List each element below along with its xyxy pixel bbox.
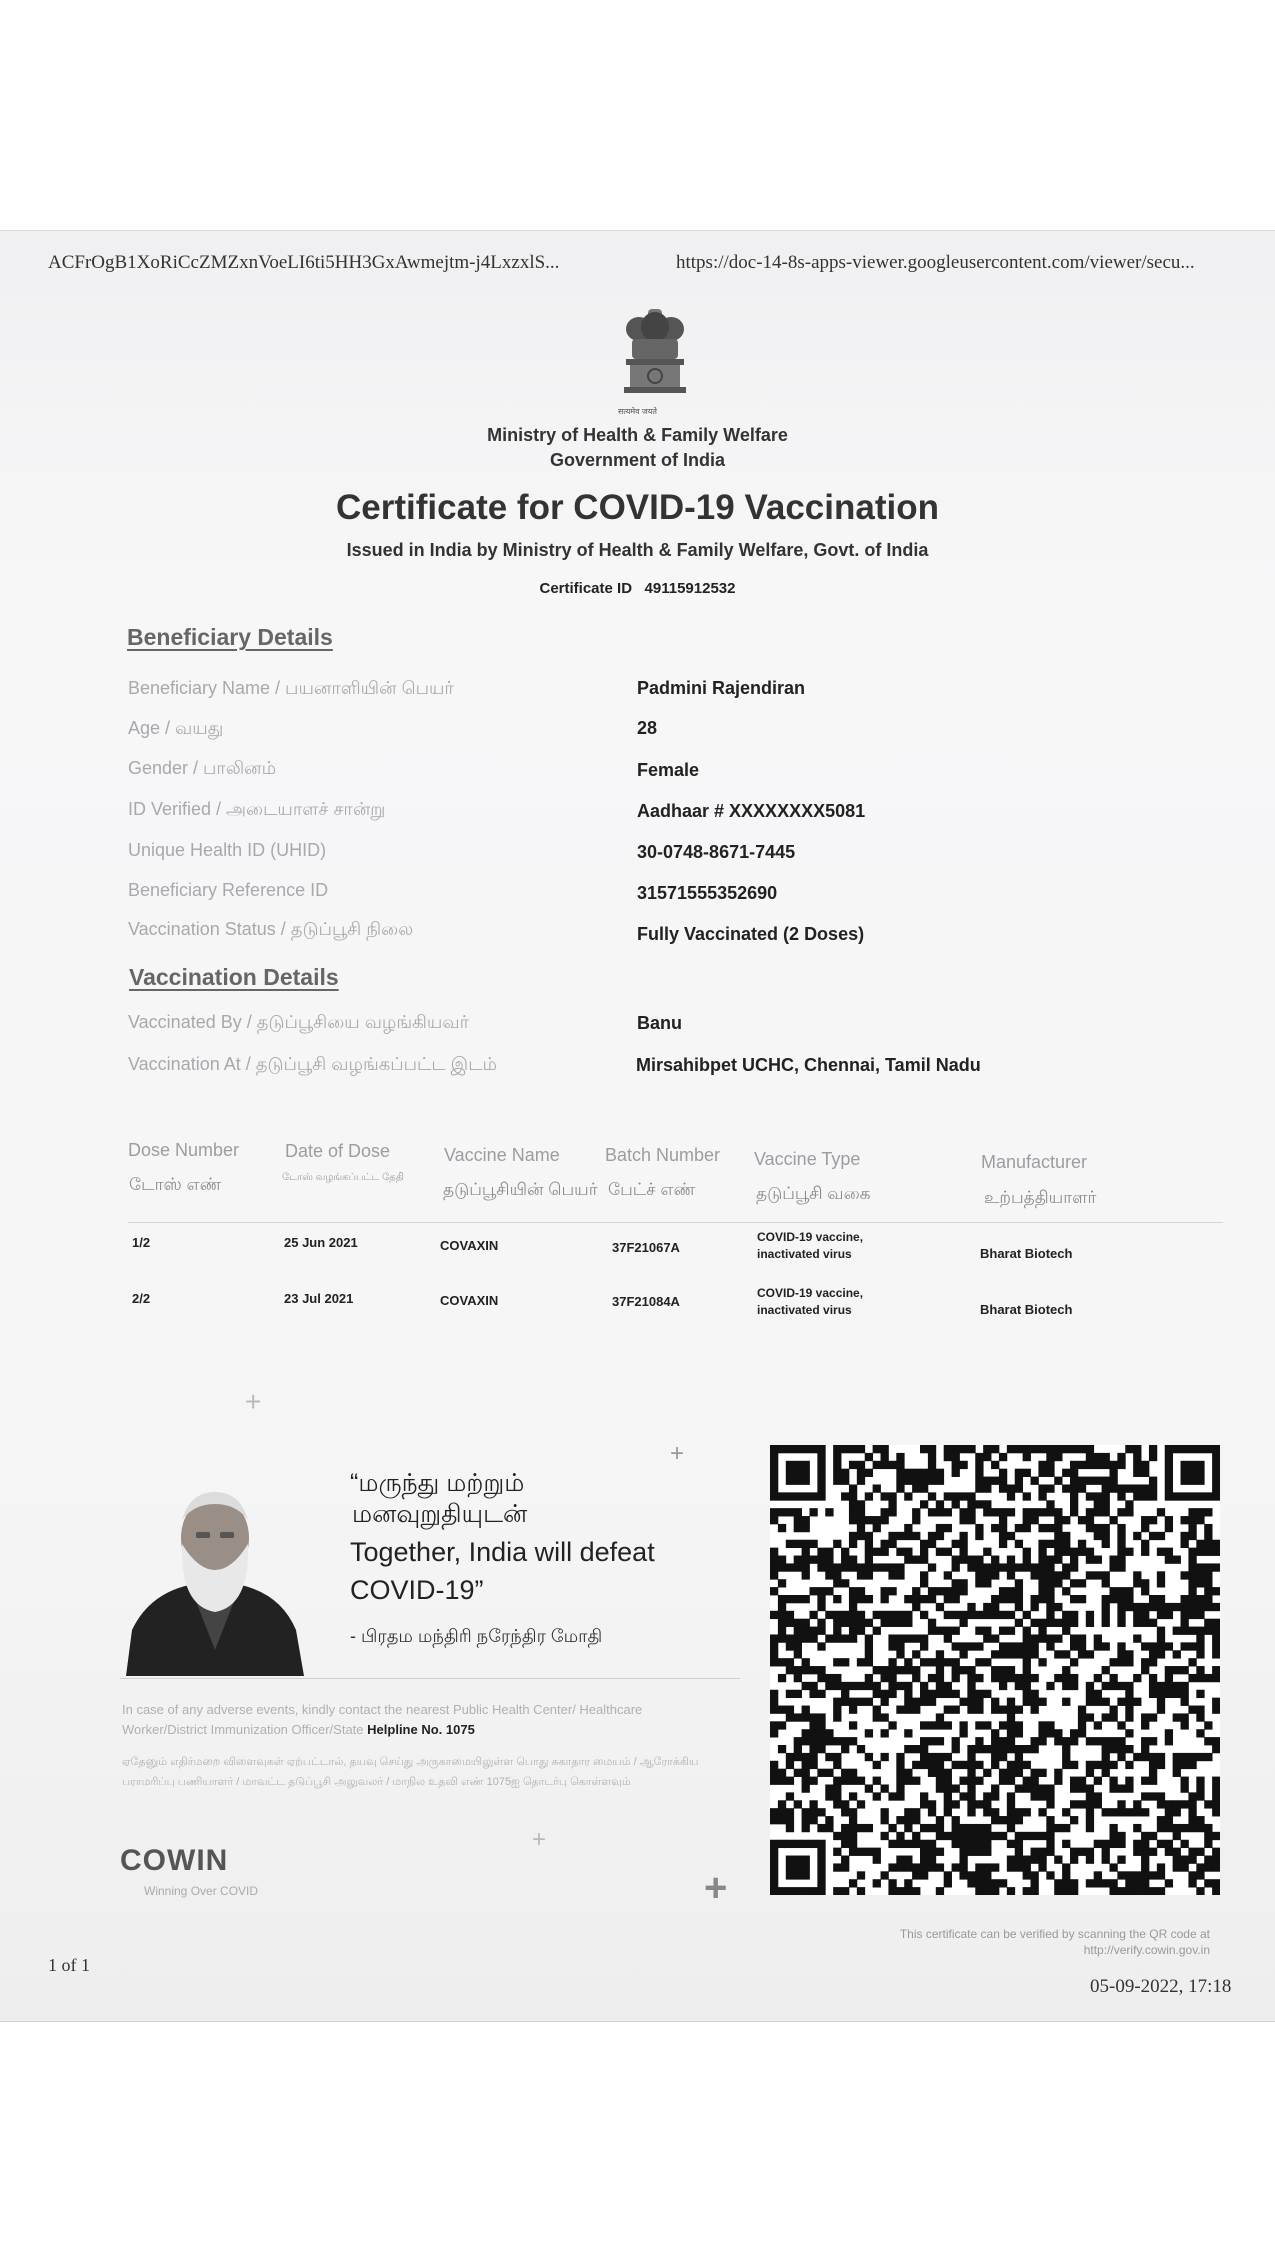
plus-decoration-icon: +: [704, 1866, 728, 1910]
plus-decoration-icon: +: [245, 1386, 262, 1417]
qr-verify-note: [700, 1926, 1210, 1958]
th-vaccine-name-tamil: தடுப்பூசியின் பெயர்: [443, 1180, 598, 1199]
verification-qr-code: [770, 1445, 1220, 1895]
beneficiary-heading: Beneficiary Details: [127, 624, 333, 650]
th-dose-number-tamil: டோஸ் எண்: [129, 1175, 222, 1194]
gender-label: Gender / பாலினம்: [128, 758, 277, 778]
id-verified-label: ID Verified / அடையாளச் சான்று: [128, 799, 386, 819]
ministry-name: Ministry of Health & Family Welfare: [487, 425, 788, 445]
th-vaccine-type: Vaccine Type: [754, 1149, 861, 1169]
cell-manufacturer: Bharat Biotech: [980, 1246, 1073, 1261]
cowin-logo: COWIN: [120, 1844, 229, 1877]
print-header-url: https://doc-14-8s-apps-viewer.googleusercontent.com/viewer/secu...: [676, 252, 1195, 273]
government-name: Government of India: [549, 450, 726, 470]
cell-date: 23 Jul 2021: [284, 1291, 354, 1306]
certificate-id-label: Certificate ID: [539, 580, 633, 597]
plus-decoration-icon: +: [532, 1826, 547, 1853]
reference-id-value: 31571555352690: [637, 883, 778, 903]
cell-vaccine-type: COVID-19 vaccine, inactivated virus: [757, 1230, 864, 1261]
vaccination-status-value: Fully Vaccinated (2 Doses): [637, 924, 865, 944]
cell-vaccine-name: COVAXIN: [440, 1293, 499, 1308]
th-vaccine-type-tamil: தடுப்பூசி வகை: [756, 1184, 871, 1203]
beneficiary-name-value: Padmini Rajendiran: [637, 678, 806, 698]
th-date-of-dose-tamil: டோஸ் வழங்கப்பட்ட தேதி: [282, 1172, 404, 1183]
national-emblem-icon: [612, 305, 698, 415]
prime-minister-portrait: [120, 1480, 310, 1676]
th-manufacturer: Manufacturer: [981, 1152, 1088, 1172]
helpline-number: Helpline No. 1075: [367, 1722, 475, 1737]
certificate-id-value: 49115912532: [644, 580, 736, 597]
vaccination-at-value: Mirsahibpet UCHC, Chennai, Tamil Nadu: [636, 1055, 981, 1075]
th-batch-number-tamil: பேட்ச் எண்: [608, 1180, 696, 1199]
cell-vaccine-name: COVAXIN: [440, 1238, 499, 1253]
cell-date: 25 Jun 2021: [284, 1235, 358, 1250]
quote-tamil-line2: மனவுறுதியுடன்: [352, 1500, 528, 1528]
qr-verify-line1: This certificate can be verified by scanning the QR code at: [899, 1927, 1210, 1941]
cell-vaccine-type: COVID-19 vaccine, inactivated virus: [757, 1286, 864, 1317]
vaccinated-by-value: Banu: [637, 1013, 682, 1033]
cell-dose-number: 2/2: [132, 1291, 151, 1306]
helpline-tamil: ஏதேனும் எதிர்மறை விளைவுகள் ஏற்பட்டால், தயவு செய்து அருகாமையிலுள்ள பொது சுகாதார மையம் / ஆரோக்கிய பராமரிப்பு பணியாளர் / மாவட்ட தடுப்பூசி அலுவலர் / மாநில உதவி எண் 1075ஐ தொடர்பு கொள்ளவும்: [122, 1756, 699, 1788]
vaccination-status-label: Vaccination Status / தடுப்பூசி நிலை: [128, 919, 414, 939]
vaccination-at-label: Vaccination At / தடுப்பூசி வழங்கப்பட்ட இடம்: [128, 1054, 497, 1074]
gender-value: Female: [637, 760, 700, 780]
certificate-id: [0, 580, 1275, 597]
quote-divider: [120, 1678, 740, 1679]
print-header-left: ACFrOgB1XoRiCcZMZxnVoeLI6ti5HH3GxAwmejtm-j4LxzxlS...: [48, 252, 560, 273]
quote-english-line2: COVID-19”: [350, 1575, 484, 1605]
th-batch-number: Batch Number: [605, 1145, 721, 1165]
id-verified-value: Aadhaar # XXXXXXXX5081: [637, 801, 866, 821]
cell-batch: 37F21084A: [612, 1294, 680, 1309]
certificate-title: Certificate for COVID-19 Vaccination: [336, 488, 939, 527]
uhid-value: 30-0748-8671-7445: [637, 842, 796, 862]
cell-batch: 37F21067A: [612, 1240, 680, 1255]
age-label: Age / வயது: [128, 718, 224, 738]
uhid-label: Unique Health ID (UHID): [128, 840, 327, 860]
vaccinated-by-label: Vaccinated By / தடுப்பூசியை வழங்கியவர்: [128, 1012, 469, 1032]
page-number: 1 of 1: [48, 1955, 90, 1975]
th-manufacturer-tamil: உற்பத்தியாளர்: [984, 1188, 1097, 1207]
cell-dose-number: 1/2: [132, 1235, 151, 1250]
emblem-caption: सत्यमेव जयते: [618, 407, 657, 416]
quote-english-line1: Together, India will defeat: [350, 1537, 655, 1567]
beneficiary-name-label: Beneficiary Name / பயனாளியின் பெயர்: [128, 678, 454, 698]
quote-tamil-line1: “மருந்து மற்றும்: [350, 1469, 525, 1497]
quote-attribution: - பிரதம மந்திரி நரேந்திர மோதி: [350, 1626, 603, 1646]
print-timestamp: 05-09-2022, 17:18: [1090, 1976, 1232, 1997]
qr-verify-url: http://verify.cowin.gov.in: [1083, 1943, 1210, 1957]
issued-by: Issued in India by Ministry of Health & Family Welfare, Govt. of India: [346, 540, 929, 560]
age-value: 28: [637, 718, 658, 738]
cell-manufacturer: Bharat Biotech: [980, 1302, 1073, 1317]
vaccination-heading: Vaccination Details: [129, 964, 339, 990]
th-vaccine-name: Vaccine Name: [444, 1145, 560, 1165]
table-header-rule: [128, 1222, 1223, 1223]
reference-id-label: Beneficiary Reference ID: [128, 880, 329, 900]
th-date-of-dose: Date of Dose: [285, 1141, 391, 1161]
plus-decoration-icon: +: [670, 1440, 685, 1467]
th-dose-number: Dose Number: [128, 1140, 240, 1160]
cowin-tagline: Winning Over COVID: [144, 1884, 259, 1898]
helpline-english: [122, 1700, 682, 1740]
helpline-english-text: In case of any adverse events, kindly contact the nearest Public Health Center/ Healthcare Worker/District Immunization Officer/State: [122, 1702, 643, 1737]
